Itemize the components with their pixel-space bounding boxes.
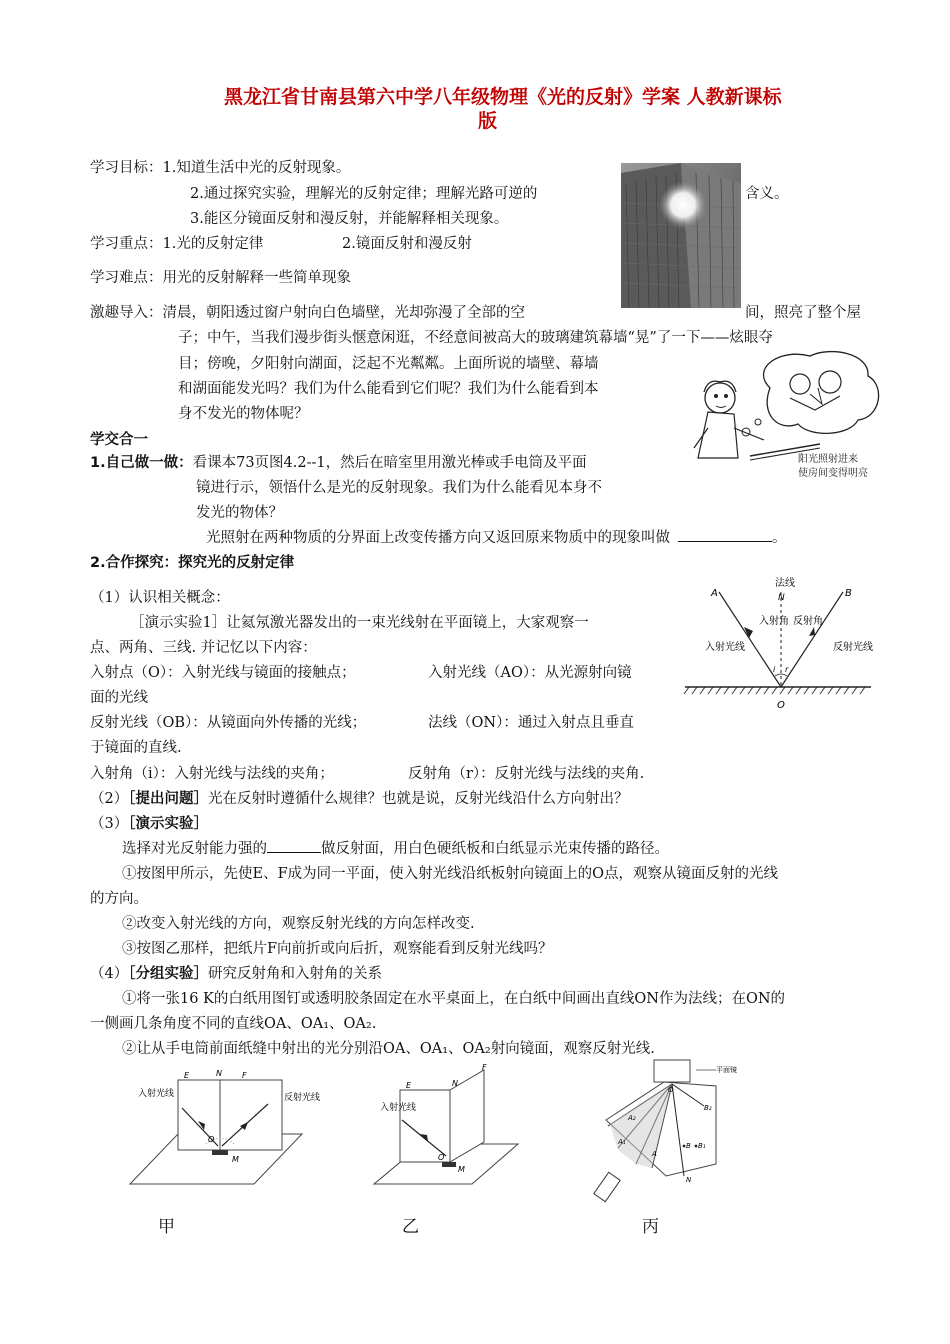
cartoon-caption-1: 阳光照射进来 — [798, 454, 858, 465]
demo-line1: 选择对光反射能力强的 做反射面，用白色硬纸板和白纸显示光束传播的路径。 — [122, 837, 669, 858]
figure-yi — [372, 1064, 520, 1188]
goals-item2-end: 含义。 — [745, 186, 789, 202]
sub1-line2: 镜进行示，领悟什么是光的反射现象。我们为什么能看见本身不 — [196, 480, 602, 496]
intro-line3: 目；傍晚，夕阳射向湖面，泛起不光粼粼。上面所说的墙壁、幕墙 — [178, 356, 599, 372]
intro-line1-end: 间，照亮了整个屋 — [745, 305, 861, 321]
intro-line2: 子；中午，当我们漫步街头惬意闲逛，不经意间被高大的玻璃建筑幕墙“晃”了一下——炫眼夺 — [178, 330, 773, 346]
section-heading-1: 学交合一 — [90, 432, 148, 448]
svg-text:B₁: B₁ — [698, 1142, 706, 1150]
svg-text:法线: 法线 — [775, 578, 795, 589]
svg-text:入射光线: 入射光线 — [705, 642, 745, 653]
group-step1-cont: 一侧画几条角度不同的直线OA、OA₁、OA₂. — [90, 1016, 377, 1032]
svg-text:入射角: 入射角 — [759, 616, 789, 627]
figure-bing — [592, 1056, 768, 1206]
answer-blank-2[interactable] — [267, 838, 321, 853]
section-heading-2: 2.合作探究：探究光的反射定律 — [90, 555, 295, 571]
demo1-line2: 点、两角、三线. 并记忆以下内容： — [90, 640, 317, 656]
svg-text:E: E — [406, 1081, 412, 1090]
difficulty: 学习难点：用光的反射解释一些简单现象 — [90, 270, 351, 286]
intro-line1: 激趣导入：清晨，朝阳透过窗户射向白色墙壁，光却弥漫了全部的空 — [90, 305, 525, 321]
svg-text:A: A — [652, 1150, 657, 1158]
group-step1: ①将一张16 K的白纸用图钉或透明胶条固定在水平桌面上，在白纸中间画出直线ON作为法线；在ON的 — [122, 991, 786, 1007]
svg-text:M: M — [232, 1155, 239, 1164]
def-incidence-point: 入射点（O）：入射光线与镜面的接触点； — [90, 665, 356, 681]
goals-item2: 2.通过探究实验，理解光的反射定律；理解光路可逆的 — [190, 186, 538, 202]
sub1-line1: 1.自己做一做：看课本73页图4.2--1，然后在暗室里用激光棒或手电筒及平面 — [90, 455, 587, 471]
glass-building-image — [621, 163, 741, 308]
demo-step3: ③按图乙那样，把纸片F向前折或向后折，观察能看到反射光线吗？ — [122, 941, 553, 957]
cartoon-caption-2: 使房间变得明亮 — [798, 468, 868, 479]
svg-text:F: F — [482, 1063, 487, 1072]
figure-caption-jia: 甲 — [158, 1217, 175, 1237]
figure-caption-yi: 乙 — [402, 1217, 419, 1237]
svg-text:O: O — [668, 1086, 674, 1094]
svg-text:B₂: B₂ — [704, 1104, 712, 1112]
svg-text:B: B — [686, 1142, 691, 1150]
goals-label: 学习目标：1.知道生活中光的反射现象。 — [90, 160, 351, 176]
svg-text:r: r — [785, 665, 789, 674]
svg-text:N: N — [778, 593, 785, 603]
group-step2: ②让从手电筒前面纸缝中射出的光分别沿OA、OA₁、OA₂射向镜面，观察反射光线. — [122, 1041, 655, 1057]
page-title-cont: 版 — [478, 110, 498, 132]
svg-text:入射光线: 入射光线 — [380, 1103, 417, 1113]
svg-text:O: O — [208, 1135, 215, 1144]
svg-text:N: N — [216, 1069, 222, 1078]
concept-intro: （1）认识相关概念： — [90, 590, 230, 606]
demo-step1-cont: 的方向。 — [90, 891, 148, 907]
svg-text:F: F — [242, 1071, 247, 1080]
def-incident-ray: 入射光线（AO）：从光源射向镜 — [428, 665, 632, 681]
question-line: （2）［提出问题］光在反射时遵循什么规律？也就是说，反射光线沿什么方向射出？ — [90, 791, 629, 807]
svg-text:入射光线: 入射光线 — [138, 1089, 175, 1099]
def-incident-angle: 入射角（i）：入射光线与法线的夹角； — [90, 766, 334, 782]
key-points-item2: 2.镜面反射和漫反射 — [342, 236, 472, 252]
def-reflected-ray: 反射光线（OB）：从镜面向外传播的光线； — [90, 715, 367, 731]
svg-text:E: E — [184, 1071, 190, 1080]
intro-line4: 和湖面能发光吗？我们为什么能看到它们呢？我们为什么能看到本 — [178, 381, 599, 397]
def-incident-ray-cont: 面的光线 — [90, 690, 148, 706]
svg-text:反射光线: 反射光线 — [833, 642, 873, 653]
svg-text:M: M — [458, 1165, 465, 1174]
svg-text:A: A — [711, 588, 718, 599]
svg-text:A₁: A₁ — [618, 1138, 626, 1146]
svg-text:B: B — [845, 588, 852, 599]
answer-blank-1[interactable] — [678, 527, 772, 542]
def-reflect-angle: 反射角（r）：反射光线与法线的夹角. — [408, 766, 645, 782]
sub1-line4: 光照射在两种物质的分界面上改变传播方向又返回原来物质中的现象叫做 。 — [206, 526, 787, 547]
svg-text:A₂: A₂ — [628, 1114, 636, 1122]
building-photo — [621, 163, 741, 308]
svg-text:O: O — [438, 1153, 445, 1162]
demo-step2: ②改变入射光线的方向，观察反射光线的方向怎样改变. — [122, 916, 475, 932]
svg-text:反射角: 反射角 — [793, 616, 823, 627]
reflection-diagram — [683, 572, 873, 712]
def-normal-cont: 于镜面的直线. — [90, 740, 182, 756]
demo-heading: （3）［演示实验］ — [90, 816, 208, 832]
page-title: 黑龙江省甘南县第六中学八年级物理《光的反射》学案 人教新课标 — [224, 86, 782, 108]
svg-text:反射光线: 反射光线 — [284, 1093, 321, 1103]
demo1-line1: ［演示实验1］让氦氖激光器发出的一束光线射在平面镜上，大家观察一 — [130, 615, 589, 631]
figure-jia — [128, 1064, 321, 1188]
sub1-line3: 发光的物体？ — [196, 505, 283, 521]
demo-step1: ①按图甲所示，先使E、F成为同一平面，使入射光线沿纸板射向镜面上的O点，观察从镜面反射的光线 — [122, 866, 779, 882]
goals-item3: 3.能区分镜面反射和漫反射，并能解释相关现象。 — [190, 211, 509, 227]
svg-text:O: O — [777, 700, 785, 711]
svg-text:N: N — [452, 1079, 458, 1088]
svg-text:平面镜: 平面镜 — [716, 1066, 737, 1074]
key-points: 学习重点：1.光的反射定律 — [90, 236, 264, 252]
cartoon-illustration — [690, 348, 890, 480]
intro-line5: 身不发光的物体呢？ — [178, 406, 309, 422]
svg-text:i: i — [773, 665, 776, 674]
figure-caption-bing: 丙 — [642, 1217, 659, 1237]
group-heading: （4）［分组实验］研究反射角和入射角的关系 — [90, 966, 382, 982]
def-normal: 法线（ON）：通过入射点且垂直 — [428, 715, 634, 731]
svg-text:N: N — [686, 1176, 692, 1184]
